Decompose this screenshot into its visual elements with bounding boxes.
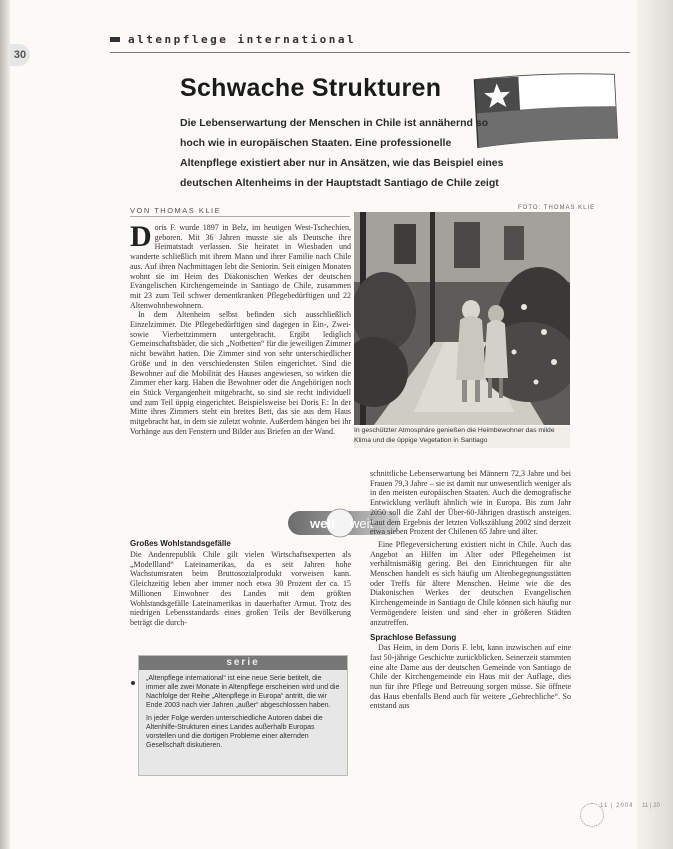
body-paragraph: schnittliche Lebenserwartung bei Männern 72,3 Jahre und bei Frauen 79,3 Jahre – sie ist damit nur unwesentlich weniger als in den meisten europäischen Staaten. Auch die demografische Entwicklung verläuft ähnlich wie in Europa. Bis zum Jahr 2050 soll die Zahl der Über-60-Jährigen drastisch ansteigen. Laut dem Ergebnis der letzten Volkszählung 2002 sind derzeit etwa sieben Prozent der Chilenen 65 Jahre und älter. — [370, 469, 571, 537]
scan-edge — [0, 0, 10, 849]
serie-paragraph: „Altenpflege international“ ist eine neue Serie betitelt, die immer alle zwei Monate in Altenpflege erscheinen wird und die Nachfolge der Reihe „Altenpflege in Europa“ antritt, die wir Ende 2003 nach vier Jahren „außer“ abgeschlossen haben. — [146, 675, 340, 709]
serie-paragraph: In jeder Folge werden unterschiedliche Autoren dabei die Altenhilfe-Strukturen eines Landes außerhalb Europas vorstellen und die dortigen Probleme einer alternden Gesellschaft diskutieren. — [146, 715, 323, 749]
body-column-right — [370, 469, 571, 714]
body-column-left — [130, 220, 351, 436]
article-headline: Schwache Strukturen — [180, 74, 442, 102]
article-deck: Die Lebenserwartung der Menschen in Chile ist annähernd so hoch wie in europäischen Staaten. Eine professionelle Altenpflege existiert aber nur in Ansätzen, wie das Beispiel eines deutschen Altenheims in der Hauptstadt Santiago de Chile zeigt — [180, 117, 504, 189]
logo-welt-text: welt — [310, 516, 336, 531]
photo-credit: FOTO: THOMAS KLIE — [518, 205, 596, 211]
garden-photo-illustration — [354, 212, 570, 425]
subhead-wohlstand: Großes Wohlstandsgefälle — [130, 539, 231, 548]
scan-right-edge — [637, 0, 673, 849]
bullet-mark-icon — [131, 681, 135, 685]
logo-weit-text: weit — [350, 516, 374, 531]
body-paragraph: Das Heim, in dem Doris F. lebt, kann inzwischen auf eine fast 50-jährige Geschichte zurückblicken. Seinerzeit stammten eine alte Dame aus der deutschen Gemeinde von Santiago de Chile der Kirchengemeinde ein Haus mit der Auflage, dies nun für ihre Pflege und Betreuung sorgen müsse. Sie öffnete das Haus ebenfalls Bend auch für weitere „Gebrechliche“. So entstand aus — [370, 643, 571, 711]
body-column-left-2: Die Andenrepublik Chile gilt vielen Wirtschaftsexperten als „Modellland“ Lateinamerikas, da es seit Jahren hohe Wachstumsraten beim Bruttosozialprodukt vorweisen kann. Gleichzeitig leben aber immer noch etwa 30 Prozent der ca. 15 Millionen Einwohner des Landes mit dem größten Wohlstandsgefälle Lateinamerikas in dauerhafter Armut. Trotz des niedrigen Lebensstandards eines großen Teils der Bevölkerung beträgt die durch- — [130, 550, 351, 627]
byline: VON THOMAS KLIE — [130, 206, 350, 217]
section-marker-icon — [110, 37, 120, 42]
article-photo — [354, 212, 570, 425]
photo-caption: In geschützter Atmosphäre genießen die Heimbewohner das milde Klima und die üppige Vegetation in Santiago — [354, 426, 570, 448]
section-header — [110, 30, 630, 50]
subhead-befassung: Sprachlose Befassung — [370, 633, 457, 643]
section-rule — [110, 52, 630, 53]
serie-body — [139, 670, 347, 758]
serie-sidebar — [138, 655, 348, 776]
body-paragraph: oris F. wurde 1897 in Belz, im heutigen West-Tschechien, geboren. Mit 36 Jahren musste sie als Deutsche ihre Heimatstadt verlassen. Sie heiratet in Wiesbaden und wanderte schließlich mit ihrem Mann und ihrer Familie nach Chile aus. Auf ihren Nachmittagen lebt die Seniorin. Seit einigen Monaten wohnt sie im Heim des Diakonischen Werkes der deutschen Evangelischen Kirchengemeinde in Santiago de Chile, zusammen mit 23 zum Teil schwer dementkranken Pflegebedürftigen und 22 Altenwohnbewohnern. — [130, 223, 351, 310]
serie-heading: serie — [139, 656, 347, 670]
body-paragraph: Eine Pflegeversicherung existiert nicht in Chile. Auch das Angebot an Hilfen im Alter oder Pflegeheimen ist verhältnismäßig gering. Bei den Einrichtungen für alte Menschen handelt es sich häufig um Altenbegegnungsstätten oder Treffs für ältere Menschen. Heime wie die des Diakonischen Werkes der deutschen Evangelischen Kirchengemeinde in Santiago de Chile können sich häufig nur Vermögendere leisten und sind eher in größeren Städten anzutreffen. — [370, 539, 571, 627]
footer-date: 11 | 2004 — [600, 803, 634, 809]
drop-cap: D — [130, 220, 152, 253]
section-label: altenpflege international — [128, 33, 357, 46]
footer-date-cut: 11 | 20 — [642, 803, 660, 809]
page-number: 30 — [10, 44, 30, 66]
body-paragraph: In dem Altenheim selbst befinden sich ausschließlich Einzelzimmer. Die Pflegebedürftigen sind dagegen in Ein-, Zwei- sowie Vierbettzimmern untergebracht. Ergibt lediglich Gemeinschaftsbäder, die sich „Notbetten“ für die jeweiligen Zimmer nicht bewährt hatten. Die Zimmer sind von sehr unterschiedlicher Größe und in den verschiedensten Stilen eingerichtet. Sind die Bewohner auf die Mobilität des Hauses angewiesen, so wirken die Zimmer eher karg. Haben die Bewohner oder die Angehörigen noch ein Stück Vergangenheit mitgebracht, so sind sie recht individuell und zum Teil üppig eingerichtet. Beispielsweise bei Doris F.: In der Mitte ihres Zimmers steht ein breites Bett, das sie aus dem Haus mitgebracht hat, in dem sie zuletzt wohnte. Außerdem hängen bei ihr Vorhänge aus den Fenstern und Bilder aus Briefen an der Wand. — [130, 310, 351, 436]
